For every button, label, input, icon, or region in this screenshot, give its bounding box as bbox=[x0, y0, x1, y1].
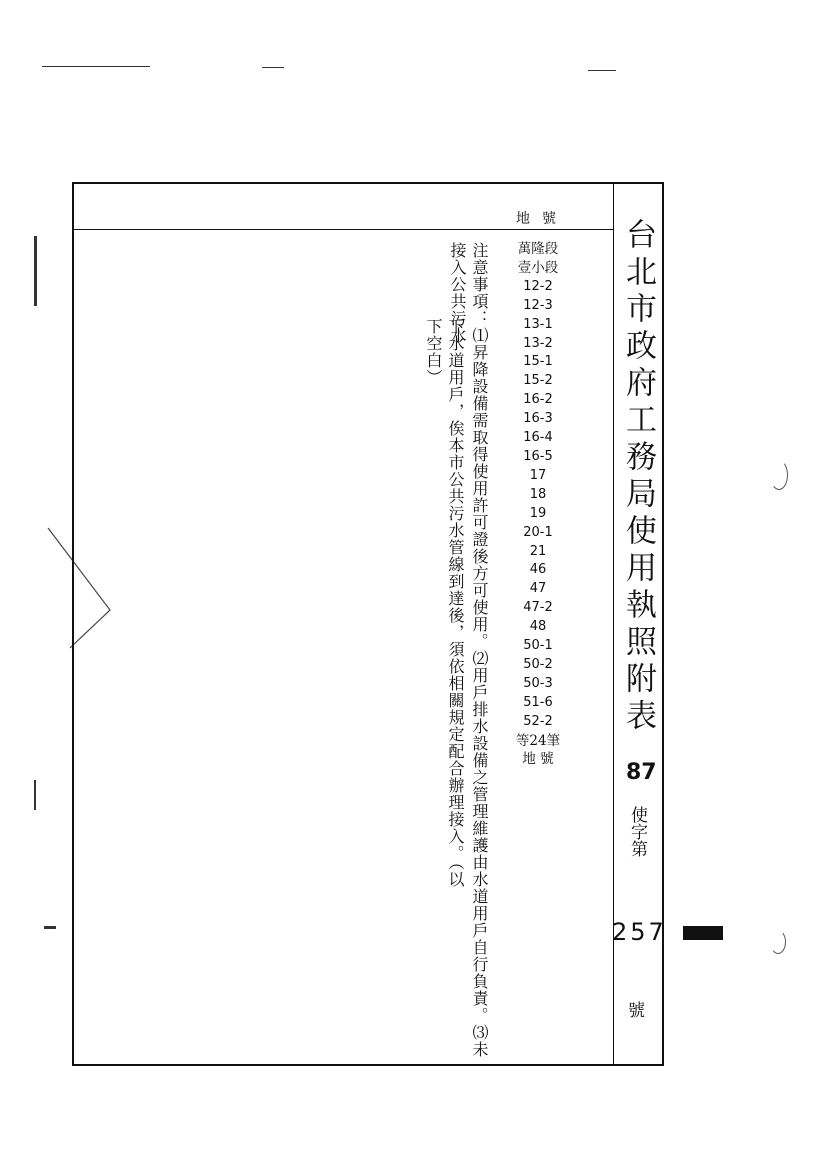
form-frame bbox=[72, 182, 664, 1066]
column-header: 地號 bbox=[516, 211, 568, 227]
lot-number: 20-1 bbox=[523, 524, 553, 540]
lot-number: 47 bbox=[529, 581, 547, 597]
lot-number: 15-2 bbox=[523, 373, 553, 389]
scan-mark bbox=[34, 780, 36, 810]
permit-year: 87 bbox=[626, 760, 657, 785]
lot-number: 47-2 bbox=[523, 600, 553, 616]
lot-number: 50-2 bbox=[523, 656, 553, 672]
permit-use-word: 使字第 bbox=[627, 806, 647, 857]
lot-number: 12-3 bbox=[523, 297, 553, 313]
notes-line-1: 注意事項：⑴昇降設備需取得使用許可證後方可使用。⑵用戶排水設備之管理維護由水道用戶自行負責。⑶未接入公共污水 bbox=[448, 242, 489, 1058]
lot-number: 50-3 bbox=[523, 675, 553, 691]
header-divider bbox=[74, 229, 614, 230]
lot-number: 51-6 bbox=[523, 694, 553, 710]
lot-number: 46 bbox=[529, 562, 547, 578]
scan-mark bbox=[34, 236, 37, 306]
lot-number: 16-5 bbox=[523, 448, 553, 464]
lot-number: 15-1 bbox=[523, 354, 553, 370]
lot-number: 13-1 bbox=[523, 316, 553, 332]
lot-number: 13-2 bbox=[523, 335, 553, 351]
section-name: 萬隆段 bbox=[517, 241, 559, 257]
redaction-stamp bbox=[683, 926, 723, 940]
scan-mark bbox=[42, 66, 150, 67]
lot-number: 18 bbox=[529, 486, 547, 502]
notes-line-2: 下水道用戶，俟本市公共污水管線到達後，須依相關規定配合辦理接入。（以下空白） bbox=[424, 318, 465, 888]
lot-number-column bbox=[506, 240, 570, 769]
subsection-name: 壹小段 bbox=[517, 259, 559, 276]
lot-number: 52-2 bbox=[523, 713, 553, 729]
form-title: 台北市政府工務局使用執照附表 bbox=[620, 218, 656, 736]
lot-number: 16-4 bbox=[523, 430, 553, 446]
lot-number: 50-1 bbox=[523, 638, 553, 654]
lot-number: 19 bbox=[529, 505, 547, 521]
lot-count: 等24筆 bbox=[515, 732, 561, 749]
permit-suffix: 號 bbox=[628, 1001, 645, 1021]
lot-number: 12-2 bbox=[523, 278, 553, 294]
lot-count-label: 地 號 bbox=[522, 751, 554, 768]
scan-mark bbox=[588, 70, 616, 71]
permit-number: 257 bbox=[612, 918, 667, 946]
lot-number: 17 bbox=[529, 467, 547, 483]
lot-number: 48 bbox=[529, 619, 547, 635]
scan-mark bbox=[262, 67, 284, 68]
lot-number: 16-2 bbox=[523, 392, 553, 408]
lot-number: 16-3 bbox=[523, 411, 553, 427]
scan-mark bbox=[770, 930, 786, 954]
scan-mark bbox=[770, 460, 788, 490]
lot-number: 21 bbox=[529, 543, 547, 559]
scan-mark bbox=[44, 926, 56, 929]
